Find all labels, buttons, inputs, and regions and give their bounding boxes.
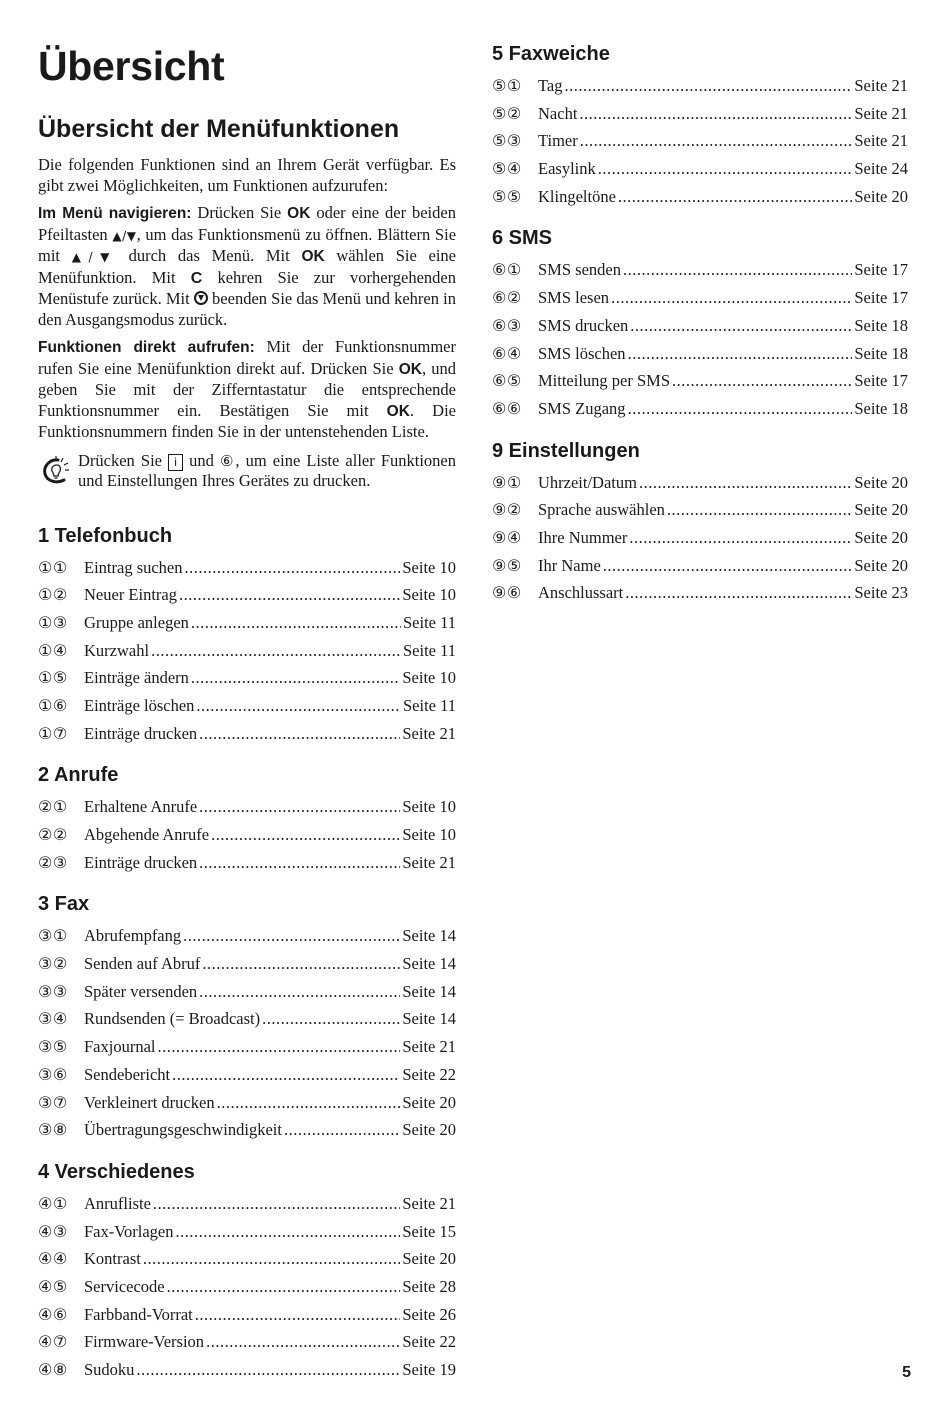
function-number: ⑨② <box>492 500 522 520</box>
menu-entry <box>38 613 456 641</box>
nav-text: wählen Sie eine Menüfunktion. Mit <box>38 246 456 287</box>
function-number: ①③ <box>38 612 68 632</box>
dot-leader <box>199 982 400 1002</box>
menu-entry <box>38 982 456 1010</box>
right-column <box>492 44 908 625</box>
function-label: Anschlussart <box>538 583 624 603</box>
dot-leader <box>628 399 853 419</box>
function-label: Einträge ändern <box>84 668 189 688</box>
section-title: Übersicht der Menüfunktionen <box>38 115 400 143</box>
menu-section-heading: 2 Anrufe <box>38 764 119 787</box>
function-label: Sudoku <box>84 1360 135 1379</box>
direct-text: Mit der Funktionsnummer rufen Sie eine Menüfunktion direkt auf. Drücken Sie <box>38 337 456 378</box>
page-reference: Seite 20 <box>854 186 908 206</box>
menu-entry-list <box>492 260 908 426</box>
page-reference: Seite 21 <box>854 76 908 95</box>
function-number: ⑥⑤ <box>492 371 522 391</box>
dot-leader <box>196 696 401 716</box>
menu-entry <box>38 1222 456 1250</box>
function-label: Klingeltöne <box>538 186 616 206</box>
function-label: Servicecode <box>84 1276 165 1296</box>
function-number: ⑥③ <box>492 315 522 335</box>
dot-leader <box>623 260 852 280</box>
menu-entry <box>38 1332 456 1360</box>
function-label: Ihre Nummer <box>538 527 628 547</box>
menu-entry <box>38 1360 456 1388</box>
function-label: Gruppe anlegen <box>84 612 189 632</box>
page-reference: Seite 20 <box>854 555 908 575</box>
number-key-icon: ⑥ <box>219 451 236 470</box>
page-reference: Seite 10 <box>402 585 456 605</box>
page-reference: Seite 10 <box>402 557 456 577</box>
page-reference: Seite 14 <box>402 954 456 974</box>
menu-entry <box>38 954 456 982</box>
function-number: ③⑧ <box>38 1120 68 1140</box>
direct-text: . Die Funktionsnummern finden Sie in der untenstehenden Liste. <box>38 400 456 441</box>
menu-section-heading: 9 Einstellungen <box>492 439 640 462</box>
page-reference: Seite 21 <box>402 852 456 872</box>
function-label: Fax-Vorlagen <box>84 1221 174 1241</box>
page-reference: Seite 23 <box>854 583 908 603</box>
dot-leader <box>199 724 400 744</box>
dot-leader <box>211 825 400 845</box>
menu-entry <box>492 344 908 372</box>
function-number: ③⑦ <box>38 1092 68 1112</box>
info-key-icon: i <box>168 454 183 471</box>
menu-entry <box>492 187 908 215</box>
page-reference: Seite 21 <box>854 131 908 151</box>
ok-key: OK <box>386 402 410 420</box>
left-function-list <box>38 526 456 1388</box>
page-reference: Seite 10 <box>402 668 456 688</box>
page-reference: Seite 19 <box>402 1360 456 1379</box>
page-reference: Seite 11 <box>402 640 456 660</box>
function-number: ③③ <box>38 981 68 1001</box>
dot-leader <box>628 344 853 364</box>
menu-entry <box>492 556 908 584</box>
function-number: ①⑥ <box>38 695 68 715</box>
page-reference: Seite 18 <box>854 315 908 335</box>
page-reference: Seite 14 <box>402 1009 456 1029</box>
page-reference: Seite 21 <box>402 1037 456 1057</box>
menu-entry <box>492 583 908 611</box>
page-reference: Seite 18 <box>854 398 908 418</box>
menu-entry <box>38 825 456 853</box>
stop-key-icon <box>194 291 208 305</box>
page-number: 5 <box>902 1364 911 1381</box>
page-reference: Seite 26 <box>402 1304 456 1324</box>
dot-leader <box>580 131 853 151</box>
page-reference: Seite 17 <box>854 288 908 308</box>
function-number: ⑨④ <box>492 527 522 547</box>
menu-entry <box>38 641 456 669</box>
dot-leader <box>179 585 400 605</box>
ok-key: OK <box>301 248 325 265</box>
page-reference: Seite 17 <box>854 371 908 391</box>
dot-leader <box>284 1120 400 1140</box>
menu-entry <box>492 316 908 344</box>
function-number: ①⑦ <box>38 723 68 743</box>
function-label: Easylink <box>538 159 596 179</box>
menu-entry <box>492 399 908 427</box>
dot-leader <box>151 641 401 661</box>
menu-entry <box>492 76 908 104</box>
page-title: Übersicht <box>38 43 225 89</box>
function-label: Faxjournal <box>84 1037 156 1057</box>
function-number: ⑤① <box>492 76 522 95</box>
menu-entry-list <box>492 473 908 611</box>
function-label: SMS lesen <box>538 288 610 308</box>
dot-leader <box>176 1222 401 1242</box>
menu-navigation-paragraph <box>38 203 456 330</box>
dot-leader <box>185 558 401 578</box>
function-number: ⑥① <box>492 260 522 280</box>
page-reference: Seite 22 <box>402 1064 456 1084</box>
dot-leader <box>167 1277 401 1297</box>
arrow-keys-icon: ▲/▼ <box>71 250 117 264</box>
dot-leader <box>618 187 852 207</box>
dot-leader <box>565 76 853 96</box>
page-reference: Seite 21 <box>402 1193 456 1213</box>
menu-entry <box>38 1305 456 1333</box>
function-label: Tag <box>538 76 563 95</box>
menu-entry <box>38 926 456 954</box>
function-number: ⑨⑤ <box>492 555 522 575</box>
dot-leader <box>199 853 400 873</box>
page-reference: Seite 22 <box>402 1332 456 1352</box>
page-reference: Seite 20 <box>854 500 908 520</box>
menu-entry <box>38 696 456 724</box>
function-number: ②② <box>38 825 68 844</box>
tip-text-part: Drücken Sie <box>78 450 169 470</box>
page-reference: Seite 14 <box>402 926 456 946</box>
dot-leader <box>603 556 853 576</box>
function-label: Neuer Eintrag <box>84 585 177 605</box>
menu-entry-list <box>38 558 456 752</box>
menu-entry <box>38 1249 456 1277</box>
dot-leader <box>191 613 401 633</box>
function-label: SMS löschen <box>538 343 626 363</box>
function-number: ⑨⑥ <box>492 583 522 603</box>
page-reference: Seite 14 <box>402 981 456 1001</box>
page-reference: Seite 10 <box>402 797 456 817</box>
ok-key: OK <box>398 360 422 378</box>
arrow-keys-icon: ▲/▼ <box>112 228 137 243</box>
function-label: Eintrag suchen <box>84 557 183 577</box>
menu-entry-list <box>38 926 456 1148</box>
direct-access-heading: Funktionen direkt aufrufen: <box>38 339 255 356</box>
menu-entry-list <box>38 797 456 880</box>
page-reference: Seite 28 <box>402 1276 456 1296</box>
function-label: Rundsenden (= Broadcast) <box>84 1009 261 1029</box>
function-label: Kurzwahl <box>84 640 150 660</box>
tip-lightbulb-icon <box>38 451 74 487</box>
function-label: Einträge löschen <box>84 695 195 715</box>
function-label: Erhaltene Anrufe <box>84 797 198 817</box>
page-reference: Seite 20 <box>402 1249 456 1269</box>
page-reference: Seite 21 <box>854 103 908 123</box>
function-number: ③② <box>38 954 68 974</box>
dot-leader <box>143 1249 401 1269</box>
dot-leader <box>202 954 400 974</box>
function-label: Verkleinert drucken <box>84 1092 215 1112</box>
menu-navigation-heading: Im Menü navigieren: <box>38 205 192 222</box>
page-reference: Seite 10 <box>402 825 456 844</box>
nav-text: kehren Sie zur vorhergehenden Menüstufe zurück. Mit <box>38 267 456 308</box>
nav-text: durch das Menü. Mit <box>116 246 302 265</box>
dot-leader <box>206 1332 400 1352</box>
dot-leader <box>183 926 400 946</box>
menu-section-heading: 4 Verschiedenes <box>38 1160 195 1183</box>
dot-leader <box>217 1093 401 1113</box>
page-reference: Seite 20 <box>854 527 908 547</box>
function-number: ④⑦ <box>38 1332 68 1352</box>
page-reference: Seite 20 <box>854 472 908 492</box>
direct-text: , und geben Sie mit der Zifferntastatur die entsprechende Funktionsnummer ein. Bestätigen Sie mit <box>38 358 457 420</box>
dot-leader <box>158 1037 401 1057</box>
function-label: Einträge drucken <box>84 852 198 872</box>
function-label: Senden auf Abruf <box>84 954 201 974</box>
function-label: Farbband-Vorrat <box>84 1304 193 1324</box>
function-number: ④⑤ <box>38 1276 68 1296</box>
menu-entry <box>38 1065 456 1093</box>
function-label: Mitteilung per SMS <box>538 371 671 391</box>
function-number: ④④ <box>38 1249 68 1269</box>
function-number: ①⑤ <box>38 668 68 688</box>
function-number: ⑨① <box>492 472 522 492</box>
menu-entry-list <box>38 1194 456 1388</box>
function-number: ③④ <box>38 1009 68 1029</box>
function-number: ③① <box>38 926 68 946</box>
function-number: ⑤⑤ <box>492 186 522 206</box>
function-number: ③⑥ <box>38 1064 68 1084</box>
menu-entry <box>38 724 456 752</box>
dot-leader <box>191 668 400 688</box>
page-reference: Seite 20 <box>402 1092 456 1112</box>
nav-text: , um das Funktionsmenü zu öffnen. Blättern Sie mit <box>38 224 457 265</box>
function-label: Kontrast <box>84 1249 141 1269</box>
function-label: Nacht <box>538 103 578 123</box>
menu-entry <box>38 797 456 825</box>
nav-text: oder eine der beiden Pfeiltasten <box>38 203 456 244</box>
dot-leader <box>579 104 852 124</box>
menu-entry <box>492 528 908 556</box>
function-label: Abrufempfang <box>84 926 182 946</box>
dot-leader <box>629 528 852 548</box>
intro-paragraph: Die folgenden Funktionen sind an Ihrem Gerät verfügbar. Es gibt zwei Möglichkeiten, um Funktionen aufzurufen: <box>38 155 456 195</box>
dot-leader <box>172 1065 400 1085</box>
function-label: Einträge drucken <box>84 723 198 743</box>
function-label: Sprache auswählen <box>538 500 665 520</box>
menu-entry <box>38 1009 456 1037</box>
function-number: ⑤② <box>492 103 522 123</box>
menu-entry <box>492 131 908 159</box>
function-number: ⑤③ <box>492 131 522 151</box>
function-label: SMS senden <box>538 260 621 280</box>
function-number: ④③ <box>38 1221 68 1241</box>
menu-entry <box>492 104 908 132</box>
function-number: ①④ <box>38 640 68 660</box>
dot-leader <box>630 316 852 336</box>
dot-leader <box>262 1009 400 1029</box>
menu-entry <box>38 1093 456 1121</box>
dot-leader <box>667 500 852 520</box>
page-reference: Seite 24 <box>854 159 908 179</box>
menu-entry <box>38 1037 456 1065</box>
dot-leader <box>199 797 400 817</box>
function-number: ⑥② <box>492 288 522 308</box>
function-label: Später versenden <box>84 981 198 1001</box>
dot-leader <box>598 159 853 179</box>
left-column <box>38 38 456 1402</box>
function-label: Uhrzeit/Datum <box>538 472 637 492</box>
function-label: Anrufliste <box>84 1193 151 1213</box>
menu-entry <box>38 1120 456 1148</box>
menu-entry <box>38 1194 456 1222</box>
function-number: ④⑧ <box>38 1360 68 1379</box>
page-reference: Seite 11 <box>402 695 456 715</box>
dot-leader <box>136 1360 400 1380</box>
function-number: ③⑤ <box>38 1037 68 1057</box>
menu-section-heading: 6 SMS <box>492 227 553 250</box>
page-reference: Seite 20 <box>402 1120 456 1140</box>
right-function-list <box>492 44 908 611</box>
function-label: SMS drucken <box>538 315 629 335</box>
page-reference: Seite 18 <box>854 343 908 363</box>
function-number: ⑥④ <box>492 343 522 363</box>
function-number: ⑤④ <box>492 159 522 179</box>
function-label: Abgehende Anrufe <box>84 825 210 844</box>
dot-leader <box>195 1305 401 1325</box>
menu-entry <box>492 500 908 528</box>
menu-entry <box>38 1277 456 1305</box>
menu-entry-list <box>492 76 908 214</box>
function-label: Ihr Name <box>538 555 601 575</box>
dot-leader <box>639 473 852 493</box>
page-reference: Seite 11 <box>402 612 456 632</box>
menu-section-heading: 1 Telefonbuch <box>38 524 173 547</box>
page-reference: Seite 17 <box>854 260 908 280</box>
menu-entry <box>38 853 456 881</box>
tip-text-part: , um eine Liste aller Funktionen und Einstellungen Ihres Gerätes zu drucken. <box>78 450 456 490</box>
menu-entry <box>38 668 456 696</box>
menu-entry <box>492 288 908 316</box>
function-number: ②① <box>38 797 68 817</box>
menu-entry <box>492 473 908 501</box>
nav-text: beenden Sie das Menü und kehren in den Ausgangsmodus zurück. <box>38 289 456 329</box>
function-number: ④① <box>38 1193 68 1213</box>
menu-entry <box>492 260 908 288</box>
dot-leader <box>153 1194 400 1214</box>
dot-leader <box>611 288 852 308</box>
function-label: Sendebericht <box>84 1064 171 1084</box>
function-label: Firmware-Version <box>84 1332 205 1352</box>
tip-text <box>78 451 456 492</box>
menu-entry <box>38 558 456 586</box>
function-number: ①② <box>38 585 68 605</box>
nav-text: Drücken Sie <box>191 203 288 222</box>
menu-section-heading: 3 Fax <box>38 893 90 916</box>
direct-access-paragraph <box>38 337 456 443</box>
menu-entry <box>492 159 908 187</box>
menu-section-heading: 5 Faxweiche <box>492 43 610 65</box>
function-number: ②③ <box>38 852 68 872</box>
dot-leader <box>672 371 852 391</box>
tip-note <box>38 451 456 492</box>
menu-entry <box>492 371 908 399</box>
function-number: ④⑥ <box>38 1304 68 1324</box>
menu-entry <box>38 585 456 613</box>
page-reference: Seite 15 <box>402 1221 456 1241</box>
function-label: Übertragungsgeschwindigkeit <box>84 1120 282 1140</box>
tip-text-part: und <box>183 450 220 470</box>
dot-leader <box>625 583 852 603</box>
ok-key: OK <box>287 205 311 222</box>
c-key: C <box>190 269 203 287</box>
function-label: Timer <box>538 131 578 151</box>
function-number: ⑥⑥ <box>492 398 522 418</box>
function-number: ①① <box>38 557 68 577</box>
function-label: SMS Zugang <box>538 398 626 418</box>
page-reference: Seite 21 <box>402 723 456 743</box>
